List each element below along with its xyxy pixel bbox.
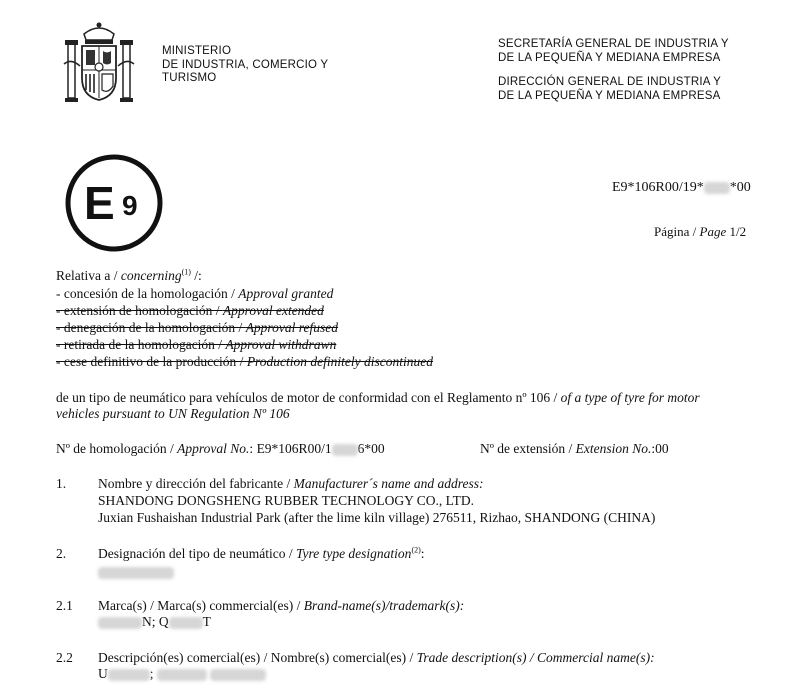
item-number: 2.1	[56, 598, 73, 613]
approval-ref-prefix: E9*106R00/19*	[612, 180, 704, 195]
concerning-tail: /:	[190, 268, 202, 283]
extension-value: :00	[651, 441, 669, 456]
status-en: Production definitely discontinued	[246, 354, 434, 369]
manufacturer-name: SHANDONG DONGSHENG RUBBER TECHNOLOGY CO., LTD.	[98, 493, 475, 508]
type-description-line1	[56, 390, 700, 406]
status-es: - extensión de homologación /	[56, 303, 223, 318]
concerning-es: Relativa a /	[56, 268, 121, 283]
status-en: Approval extended	[222, 303, 324, 318]
redacted-mark	[704, 182, 730, 194]
type-line-en: vehicles pursuant to UN Regulation Nº 106	[56, 406, 290, 421]
redacted-value	[169, 617, 203, 629]
status-item-granted	[56, 286, 333, 302]
manufacturer-label	[98, 476, 484, 492]
type-description-line2	[56, 406, 290, 422]
label-en: Brand-name(s)/trademark(s):	[303, 598, 465, 613]
status-en: Approval withdrawn	[225, 337, 337, 352]
tyre-designation-label	[98, 546, 425, 562]
redacted-value	[98, 567, 174, 579]
approval-prefix: E9*106R00/1	[256, 441, 332, 456]
e9-approval-mark	[64, 153, 164, 253]
status-item-discontinued	[56, 354, 433, 370]
status-es: - retirada de la homologación /	[56, 337, 226, 352]
label-en: Trade description(s) / Commercial name(s):	[416, 650, 655, 665]
item-number: 2.2	[56, 650, 73, 665]
type-line-en: of a type of tyre for motor	[560, 390, 700, 405]
type-line-es: de un tipo de neumático para vehículos de motor de conformidad con el Reglamento nº 106 /	[56, 390, 561, 405]
extension-number	[480, 441, 669, 457]
status-es: - denegación de la homologación /	[56, 320, 246, 335]
label-es: Descripción(es) comercial(es) / Nombre(s) comercial(es) /	[98, 650, 417, 665]
trade-visible-part: ;	[149, 666, 154, 681]
label-tail: :	[420, 546, 425, 561]
approval-reference	[612, 180, 751, 196]
secretaria-general	[498, 38, 729, 65]
secretaria-line: SECRETARÍA GENERAL DE INDUSTRIA Y	[498, 38, 729, 50]
redacted-value	[98, 617, 142, 629]
page-label-en: Page	[699, 224, 727, 239]
concerning-en: concerning	[120, 268, 182, 283]
page-sep: /	[689, 224, 700, 239]
page-indicator	[654, 224, 746, 240]
item-number: 2.	[56, 546, 67, 561]
approval-ref-suffix: *00	[729, 180, 751, 195]
approval-label-es: Nº de homologación /	[56, 441, 178, 456]
label-es: Nombre y dirección del fabricante /	[98, 476, 294, 491]
label-es: Marca(s) / Marca(s) commercial(es) /	[98, 598, 304, 613]
trade-description-label	[98, 650, 655, 666]
ministry-line: MINISTERIO	[162, 45, 232, 57]
coat-of-arms-logo	[62, 20, 136, 106]
status-item-refused	[56, 320, 338, 336]
status-item-withdrawn	[56, 337, 336, 353]
brand-visible-part: N; Q	[142, 614, 169, 629]
label-es: Designación del tipo de neumático /	[98, 546, 296, 561]
ministry-name	[162, 45, 328, 86]
page-label-es: Página	[654, 224, 690, 239]
direccion-line: DE LA PEQUEÑA Y MEDIANA EMPRESA	[498, 89, 721, 102]
redacted-value	[157, 669, 207, 681]
mark-letter: E	[84, 177, 115, 229]
redacted-value	[108, 669, 150, 681]
brand-name-value	[98, 614, 211, 630]
item-number: 1.	[56, 476, 67, 491]
footnote-ref: (1)	[181, 267, 191, 277]
status-en: Approval granted	[238, 286, 334, 301]
extension-label-es: Nº de extensión /	[480, 441, 576, 456]
direccion-line: DIRECCIÓN GENERAL DE INDUSTRIA Y	[498, 76, 722, 88]
status-item-extended	[56, 303, 324, 319]
tyre-designation-value	[98, 564, 174, 580]
trade-description-value	[98, 666, 266, 682]
approval-sep: :	[249, 441, 257, 456]
ministry-line: DE INDUSTRIA, COMERCIO Y	[162, 58, 329, 71]
extension-label-en: Extension No.	[575, 441, 652, 456]
redacted-value	[210, 669, 266, 681]
page-value: 1/2	[729, 224, 747, 239]
manufacturer-address: Juxian Fushaishan Industrial Park (after the lime kiln village) 276511, Rizhao, SHANDONG (CHINA)	[98, 510, 656, 525]
footnote-ref: (2)	[411, 545, 421, 555]
approval-suffix: 6*00	[357, 441, 385, 456]
status-es: - concesión de la homologación /	[56, 286, 239, 301]
status-es: - cese definitivo de la producción /	[56, 354, 247, 369]
secretaria-line: DE LA PEQUEÑA Y MEDIANA EMPRESA	[498, 51, 721, 64]
brand-name-label	[98, 598, 464, 614]
concerning-label	[56, 268, 202, 284]
mark-number: 9	[122, 190, 138, 221]
ministry-line: TURISMO	[162, 72, 217, 84]
approval-number	[56, 441, 385, 457]
trade-visible-part: U	[98, 666, 108, 681]
label-en: Tyre type designation	[295, 546, 412, 561]
label-en: Manufacturer´s name and address:	[293, 476, 484, 491]
brand-visible-part: T	[202, 614, 211, 629]
status-en: Approval refused	[245, 320, 339, 335]
redacted-mark	[332, 444, 358, 456]
direccion-general	[498, 76, 721, 103]
approval-label-en: Approval No.	[177, 441, 250, 456]
